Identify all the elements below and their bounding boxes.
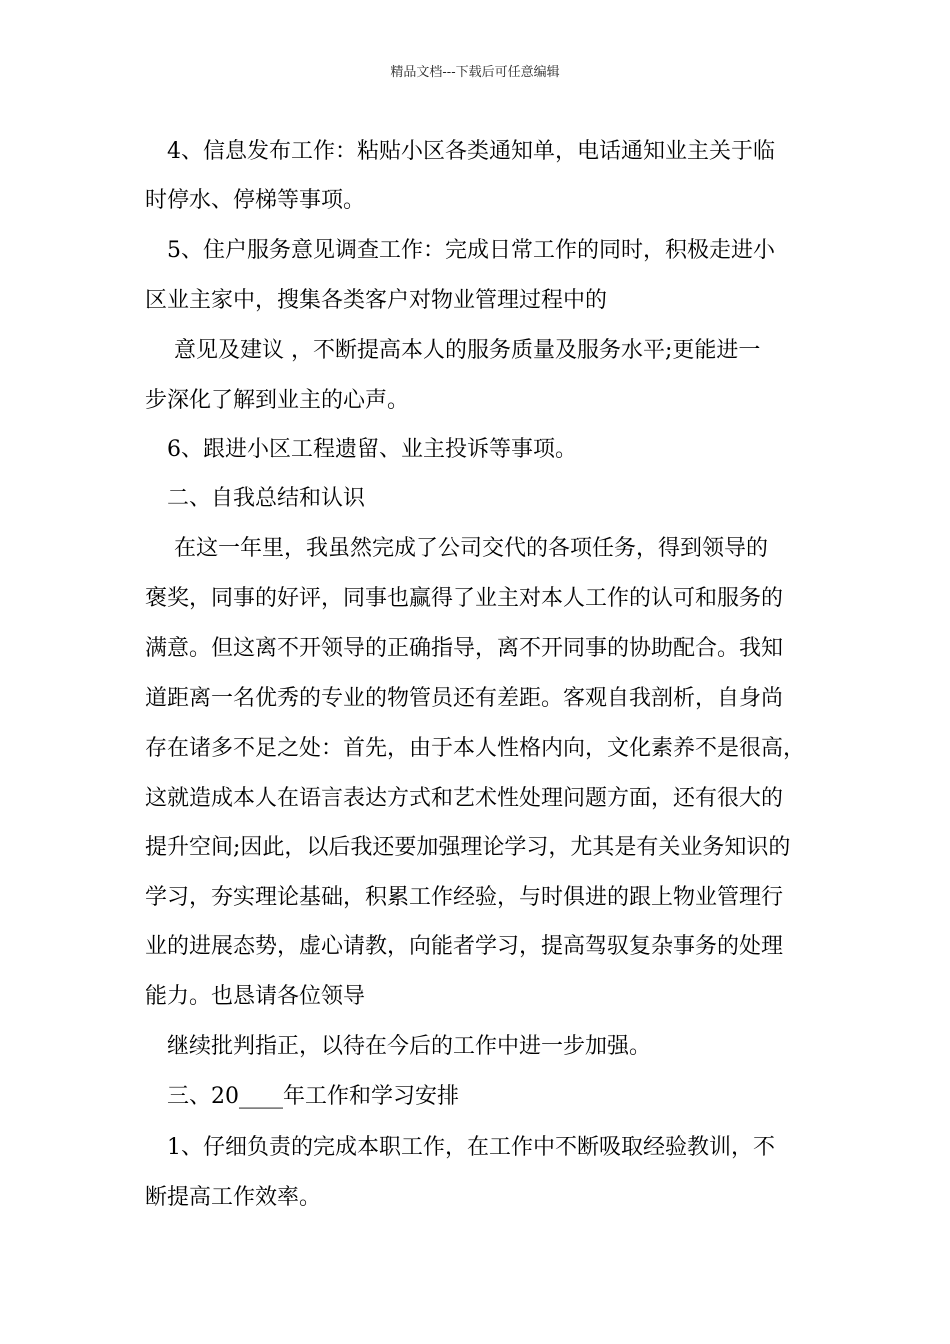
- page-header: 精品文档---下载后可任意编辑: [390, 65, 560, 80]
- body-line: 在这一年里，我虽然完成了公司交代的各项任务，得到领导的: [145, 536, 768, 561]
- body-line: 1、仔细负责的完成本职工作，在工作中不断吸取经验教训，不: [145, 1135, 775, 1160]
- body-line: 提升空间;因此，以后我还要加强理论学习，尤其是有关业务知识的: [145, 835, 791, 860]
- body-line: 学习，夯实理论基础，积累工作经验，与时俱进的跟上物业管理行: [145, 885, 784, 910]
- body-line: 能力。也恳请各位领导: [145, 984, 366, 1009]
- body-line: 区业主家中，搜集各类客户对物业管理过程中的: [145, 288, 608, 313]
- body-line: 存在诸多不足之处：首先，由于本人性格内向，文化素养不是很高，: [145, 736, 806, 761]
- body-line: 断提高工作效率。: [145, 1185, 322, 1210]
- body-line: 褒奖，同事的好评，同事也赢得了业主对本人工作的认可和服务的: [145, 586, 784, 611]
- section-heading: 三、20____年工作和学习安排: [145, 1084, 459, 1109]
- body-line: 5、住户服务意见调查工作：完成日常工作的同时，积极走进小: [145, 238, 775, 263]
- body-line: 4、信息发布工作：粘贴小区各类通知单，电话通知业主关于临: [145, 139, 775, 164]
- body-line: 业的进展态势，虚心请教，向能者学习，提高驾驭复杂事务的处理: [145, 934, 784, 959]
- body-line: 意见及建议 ，不断提高本人的服务质量及服务水平;更能进一: [145, 338, 761, 363]
- body-line: 道距离一名优秀的专业的物管员还有差距。客观自我剖析，自身尚: [145, 686, 784, 711]
- body-line: 这就造成本人在语言表达方式和艺术性处理问题方面，还有很大的: [145, 786, 784, 811]
- body-line: 时停水、停梯等事项。: [145, 188, 366, 213]
- body-line: 继续批判指正，以待在今后的工作中进一步加强。: [145, 1034, 652, 1059]
- body-line: 满意。但这离不开领导的正确指导，离不开同事的协助配合。我知: [145, 636, 784, 661]
- section-heading: 二、自我总结和认识: [145, 486, 366, 511]
- body-line: 步深化了解到业主的心声。: [145, 388, 410, 413]
- body-line: 6、跟进小区工程遗留、业主投诉等事项。: [145, 437, 577, 462]
